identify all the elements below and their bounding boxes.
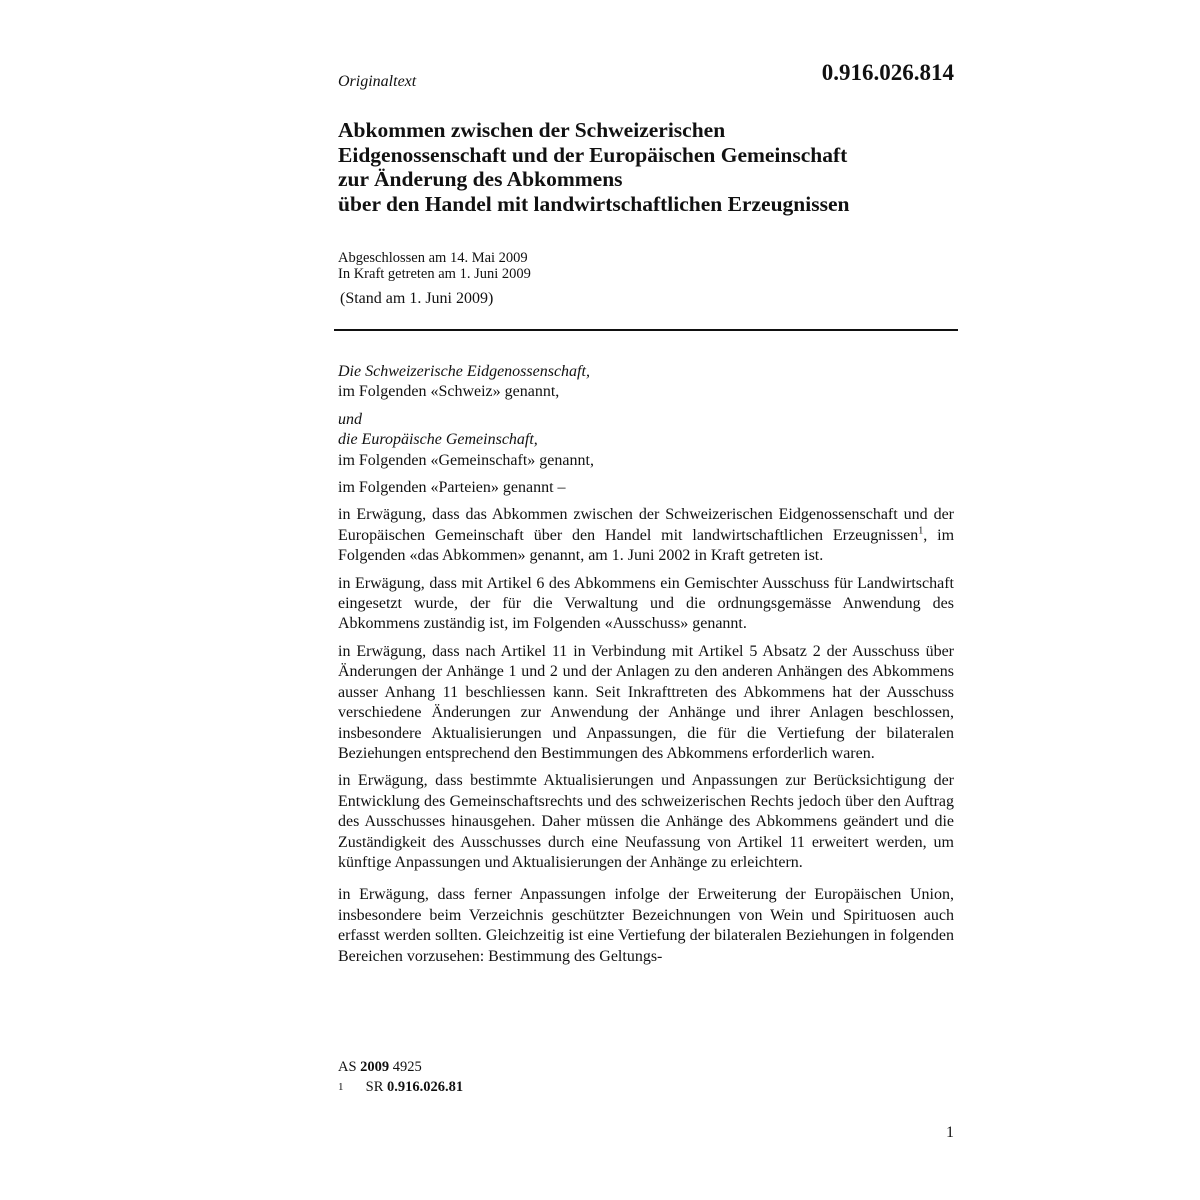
conjunction: und: [338, 410, 362, 428]
recital: [338, 505, 954, 566]
title-divider: [334, 329, 958, 331]
recital: in Erwägung, dass bestimmte Aktualisierungen und Anpassungen zur Berücksichtigung der Entwicklung des Gemeinschaftsrechts und des schweizerischen Rechts jedoch über den Auftrag des Ausschusses hinausgehen. Daher müssen die Anhänge des Abkommens geändert und die Zuständigkeit des Ausschusses durch eine Neufassung von Artikel 11 erweitert werden, um künftige Anpassungen und Aktualisierungen der Anhänge zu erleichtern.: [338, 772, 954, 871]
parties-together: im Folgenden «Parteien» genannt –: [338, 479, 566, 497]
in-force-date: In Kraft getreten am 1. Juni 2009: [338, 265, 531, 282]
recital-text: in Erwägung, dass das Abkommen zwischen der Schweizerischen Eidgenossenschaft und der Europäischen Gemeinschaft über den Handel mit landwirtschaftlichen Erzeugnissen: [338, 506, 954, 544]
party1-alias: im Folgenden «Schweiz» genannt,: [338, 383, 560, 401]
document-page: [338, 0, 958, 1200]
page-footer: [338, 1057, 463, 1097]
party2-alias: im Folgenden «Gemeinschaft» genannt,: [338, 451, 594, 469]
as-page: 4925: [392, 1059, 422, 1075]
recital: in Erwägung, dass mit Artikel 6 des Abkommens ein Gemischter Ausschuss für Landwirtschaft eingesetzt wurde, der für die Verwaltung und die ordnungsgemässe Anwendung des Abkommens zuständig ist, im Folgenden «Ausschuss» genannt.: [338, 574, 954, 633]
recital-text: , im Folgenden «das Abkommen» genannt, am 1. Juni 2002 in Kraft getreten ist.: [338, 526, 955, 565]
official-collection-ref: [338, 1057, 463, 1077]
recital: in Erwägung, dass nach Artikel 11 in Verbindung mit Artikel 5 Absatz 2 der Ausschuss über Änderungen der Anhänge 1 und 2 und der Anlagen zu den anderen Anhängen des Abkommens ausser Anhang 11 beschliessen kann. Seit Inkrafttreten des Abkommens hat der Ausschuss verschiedene Änderungen zur Anwendung der Anhänge und ihrer Anlagen beschlossen, insbesondere Aktualisierungen und Anpassungen, die für die Vertiefung der bilateralen Beziehungen entsprechend den Bestimmungen des Abkommens erforderlich waren.: [338, 642, 954, 762]
status-date: (Stand am 1. Juni 2009): [340, 290, 494, 307]
party-block: [338, 410, 954, 471]
original-text-label: Originaltext: [338, 73, 417, 90]
footnote-sr-ref[interactable]: 0.916.026.81: [387, 1079, 464, 1095]
party-block: [338, 362, 954, 403]
footnote-reference[interactable]: 1: [918, 525, 924, 537]
party1-name: Die Schweizerische Eidgenossenschaft,: [338, 363, 590, 380]
footnote-prefix: SR: [365, 1079, 384, 1095]
as-prefix: AS: [338, 1059, 357, 1075]
as-year: 2009: [360, 1059, 390, 1075]
title-line: zur Änderung des Abkommens: [338, 167, 623, 191]
title-line: über den Handel mit landwirtschaftlichen Erzeugnissen: [338, 191, 850, 216]
recital: in Erwägung, dass ferner Anpassungen infolge der Erweiterung der Europäischen Union, insbesondere beim Verzeichnis geschützter Bezeichnungen von Wein und Spirituosen auch erfasst werden sollten. Gleichzeitig ist eine Vertiefung der bilateralen Beziehungen in folgenden Bereichen vorzusehen: Bestimmung des Geltungs-: [338, 886, 954, 965]
footnote-mark: 1: [338, 1081, 344, 1093]
document-body: [338, 362, 954, 974]
party2-name: die Europäische Gemeinschaft,: [338, 431, 538, 449]
document-title: [338, 118, 958, 216]
page-number: 1: [946, 1124, 954, 1141]
footnote: [338, 1077, 463, 1097]
sr-number: 0.916.026.814: [821, 60, 954, 85]
title-line: Abkommen zwischen der Schweizerischen: [338, 118, 726, 142]
document-dates: [338, 251, 531, 282]
title-line: Eidgenossenschaft und der Europäischen Gemeinschaft: [338, 142, 848, 167]
concluded-date: Abgeschlossen am 14. Mai 2009: [338, 250, 528, 266]
